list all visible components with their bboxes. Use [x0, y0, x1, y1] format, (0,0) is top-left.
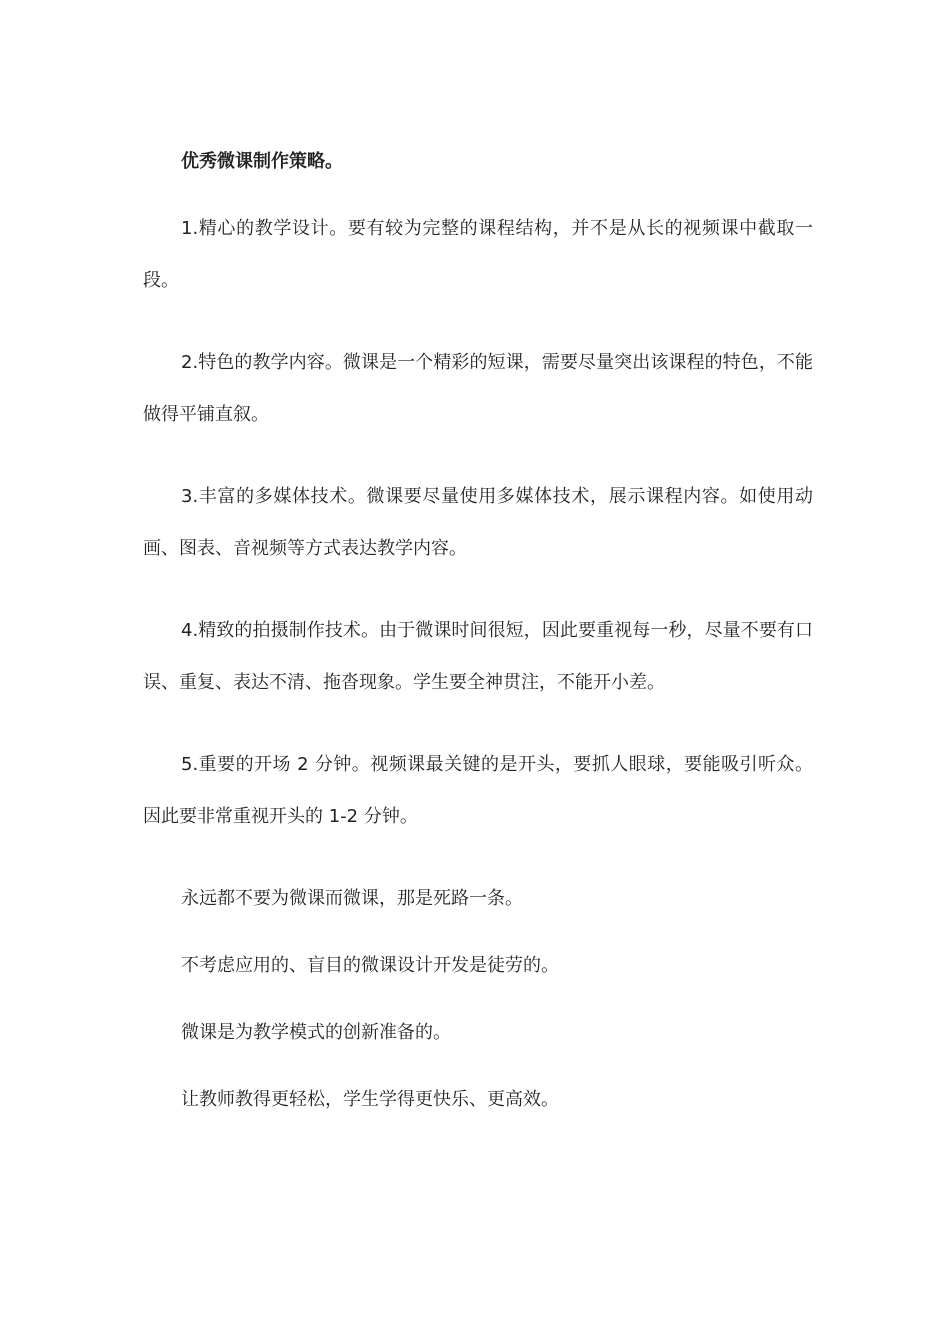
- document-body: [143, 136, 813, 1141]
- paragraph-7: 不考虑应用的、盲目的微课设计开发是徒劳的。: [181, 955, 559, 976]
- paragraph-8: 微课是为教学模式的创新准备的。: [181, 1022, 451, 1043]
- paragraph-5: 5.重要的开场 2 分钟。视频课最关键的是开头，要抓人眼球，要能吸引听众。因此要非常重视开头的 1-2 分钟。: [143, 754, 813, 827]
- paragraph-4: 4.精致的拍摄制作技术。由于微课时间很短，因此要重视每一秒，尽量不要有口误、重复、表达不清、拖沓现象。学生要全神贯注，不能开小差。: [143, 620, 813, 693]
- paragraph-6: 永远都不要为微课而微课，那是死路一条。: [181, 888, 523, 909]
- paragraph-9: 让教师教得更轻松，学生学得更快乐、更高效。: [181, 1089, 559, 1110]
- paragraph-1: 1.精心的教学设计。要有较为完整的课程结构，并不是从长的视频课中截取一段。: [143, 218, 813, 291]
- paragraph-3: 3.丰富的多媒体技术。微课要尽量使用多媒体技术，展示课程内容。如使用动画、图表、音视频等方式表达教学内容。: [143, 486, 813, 559]
- paragraph-2: 2.特色的教学内容。微课是一个精彩的短课，需要尽量突出该课程的特色，不能做得平铺直叙。: [143, 352, 813, 425]
- document-title: 优秀微课制作策略。: [181, 151, 343, 172]
